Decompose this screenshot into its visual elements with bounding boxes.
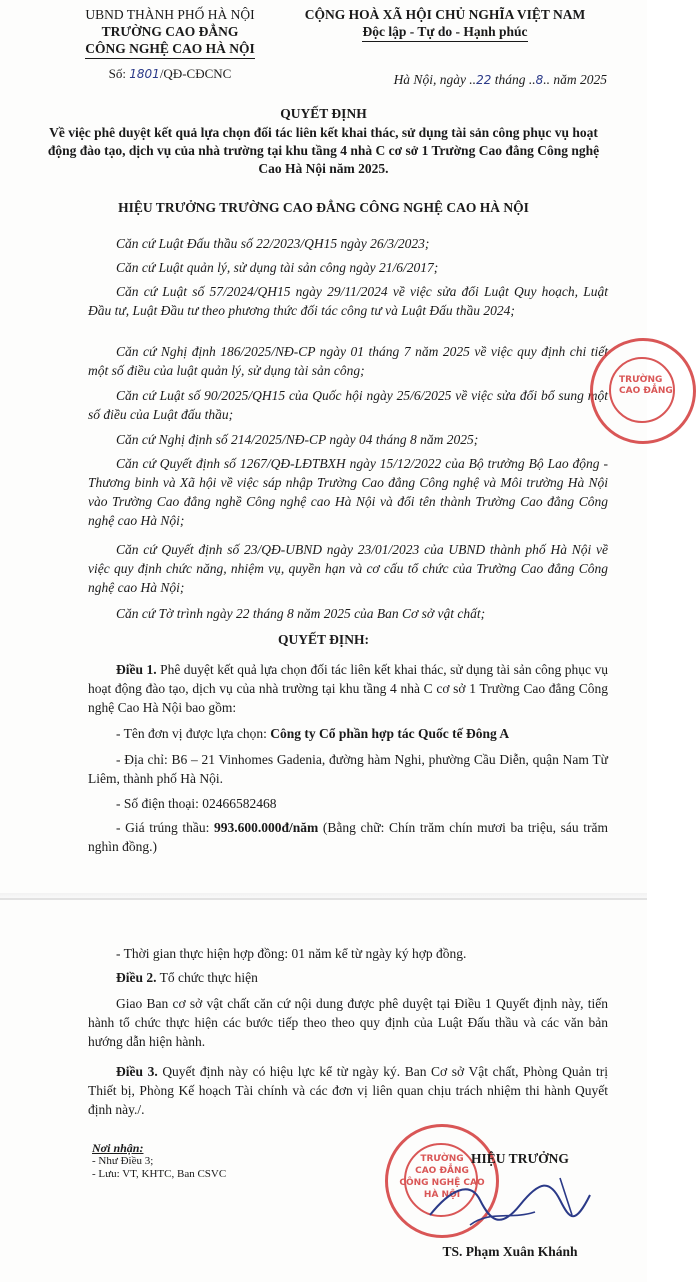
- article-1-duration: [88, 944, 608, 963]
- handwritten-signature: [410, 1170, 600, 1240]
- issuer-org: UBND THÀNH PHỐ HÀ NỘI: [85, 7, 255, 22]
- date-day: 22: [476, 73, 492, 87]
- article-1-address: [88, 750, 608, 788]
- stamp-line: TRƯỜNG: [619, 375, 663, 385]
- article-2-label: Điều 2.: [116, 970, 157, 985]
- issuer-school-line2: CÔNG NGHỆ CAO HÀ NỘI: [85, 40, 255, 59]
- article-3: [88, 1062, 608, 1119]
- article-1: [88, 660, 608, 717]
- document-number: [60, 65, 280, 83]
- article-1-unit: [88, 724, 608, 743]
- legal-basis-item: [88, 258, 608, 277]
- address-text: - Địa chỉ: B6 – 21 Vinhomes Gadenia, đường hàm Nghi, phường Cầu Diễn, quận Nam Từ Liêm, thành phố Hà Nội.: [88, 752, 608, 786]
- nation-block: [280, 6, 610, 42]
- issuer-school-line1: TRƯỜNG CAO ĐẲNG: [101, 24, 239, 39]
- seal-line: CAO ĐẲNG: [415, 1166, 469, 1176]
- legal-basis-text: Căn cứ Luật số 57/2024/QH15 ngày 29/11/2024 về việc sửa đổi Luật Quy hoạch, Luật Đầu tư, Luật Đầu tư theo phương thức đối tác công tư và Luật Đấu thầu 2024;: [88, 284, 608, 318]
- recipients-block: [92, 1142, 226, 1181]
- article-2-text: [88, 994, 608, 1051]
- price-value: 993.600.000đ/năm: [214, 820, 319, 835]
- article-1-price: [88, 818, 608, 856]
- legal-basis-text: Căn cứ Tờ trình ngày 22 tháng 8 năm 2025 của Ban Cơ sở vật chất;: [116, 606, 486, 621]
- recipient-item: - Lưu: VT, KHTC, Ban CSVC: [92, 1168, 227, 1180]
- stamp-seal: [590, 338, 696, 444]
- seal-line: TRƯỜNG: [420, 1154, 464, 1164]
- signer-name: TS. Phạm Xuân Khánh: [442, 1244, 578, 1259]
- legal-basis-text: Căn cứ Luật quản lý, sử dụng tài sản công ngày 21/6/2017;: [116, 260, 439, 275]
- legal-basis-text: Căn cứ Luật số 90/2025/QH15 của Quốc hội ngày 25/6/2025 về việc sửa đổi bổ sung một số điều của Luật đấu thầu;: [88, 388, 608, 422]
- number-suffix: /QĐ-CĐCNC: [159, 66, 232, 81]
- nation-title: CỘNG HOÀ XÃ HỘI CHỦ NGHĨA VIỆT NAM: [304, 7, 586, 22]
- article-2-heading: [88, 968, 608, 987]
- legal-basis-text: Căn cứ Nghị định 186/2025/NĐ-CP ngày 01 tháng 7 năm 2025 về việc quy định chi tiết một số điều của luật quản lý, sử dụng tài sản công;: [88, 344, 608, 378]
- seal-line: CÔNG NGHỆ CAO: [399, 1178, 485, 1188]
- unit-value: Công ty Cổ phần hợp tác Quốc tế Đông A: [270, 726, 510, 741]
- date-mid: tháng ..: [491, 72, 536, 87]
- price-words: (Bằng chữ: Chín trăm chín mươi ba triệu, sáu trăm nghìn đồng.): [88, 820, 608, 854]
- legal-basis-item: [88, 604, 608, 623]
- article-1-phone: [88, 794, 608, 813]
- legal-basis-item: [88, 454, 608, 530]
- issuer-block: [60, 6, 280, 83]
- legal-basis-item: [88, 342, 608, 380]
- article-2-title: Tổ chức thực hiện: [156, 970, 258, 985]
- signer-title: HIỆU TRƯỞNG: [471, 1151, 569, 1166]
- article-2-body: Giao Ban cơ sở vật chất căn cứ nội dung được phê duyệt tại Điều 1 Quyết định này, tiến hành tổ chức thực hiện các bước tiếp theo theo quy định của Luật Đấu thầu và các văn bản hướng dẫn hiện hành.: [88, 996, 608, 1049]
- legal-basis-text: Căn cứ Nghị định số 214/2025/NĐ-CP ngày 04 tháng 8 năm 2025;: [116, 432, 479, 447]
- date-prefix: Hà Nội, ngày ..: [393, 72, 477, 87]
- seal-line: HÀ NỘI: [423, 1190, 461, 1200]
- article-1-text: Phê duyệt kết quả lựa chọn đối tác liên kết khai thác, sử dụng tài sản công phục vụ hoạt động đào tạo, dịch vụ của nhà trường tại khu tầng 4 nhà C cơ sở 1 Trường Cao đẳng Công nghệ Cao Hà Nội bao gồm:: [88, 662, 609, 715]
- legal-basis-item: [88, 234, 608, 253]
- issue-date: [394, 72, 607, 88]
- legal-basis-item: [88, 430, 608, 449]
- legal-basis-text: Căn cứ Quyết định số 1267/QĐ-LĐTBXH ngày 15/12/2022 của Bộ trưởng Bộ Lao động - Thương binh và Xã hội về việc sáp nhập Trường Cao đẳng Công nghệ và Môi trường Hà Nội vào Trường Cao đẳng nghề Công nghệ cao Hà Nội và đổi tên thành Trường Cao đẳng Công nghệ cao Hà Nội;: [88, 456, 608, 528]
- decision-subject: Về việc phê duyệt kết quả lựa chọn đối tác liên kết khai thác, sử dụng tài sản công phục vụ hoạt động đào tạo, dịch vụ của nhà trường tại khu tầng 4 nhà C cơ sở 1 Trường Cao đẳng Công nghệ Cao Hà Nội năm 2025.: [47, 125, 600, 176]
- authority-heading: HIỆU TRƯỞNG TRƯỜNG CAO ĐẲNG CÔNG NGHỆ CAO HÀ NỘI: [118, 200, 529, 215]
- duration-text: - Thời gian thực hiện hợp đồng: 01 năm kể từ ngày ký hợp đồng.: [116, 946, 467, 961]
- decision-heading: QUYẾT ĐỊNH:: [278, 632, 369, 647]
- stamp-line: CAO ĐẲNG: [619, 386, 673, 396]
- phone-text: - Số điện thoại: 02466582468: [116, 796, 277, 811]
- legal-basis-item: [88, 386, 608, 424]
- article-3-text: Quyết định này có hiệu lực kể từ ngày ký. Ban Cơ sở Vật chất, Phòng Quản trị Thiết bị, Phòng Kế hoạch Tài chính và các đơn vị liên quan chịu trách nhiệm thi hành Quyết định này./.: [88, 1064, 608, 1117]
- stamp-text: [619, 375, 673, 397]
- date-suffix: .. năm 2025: [543, 72, 607, 87]
- article-3-label: Điều 3.: [116, 1064, 158, 1079]
- legal-basis-item: [88, 282, 608, 320]
- article-1-label: Điều 1.: [116, 662, 157, 677]
- price-label: - Giá trúng thầu:: [116, 820, 215, 835]
- legal-basis-text: Căn cứ Quyết định số 23/QĐ-UBND ngày 23/01/2023 của UBND thành phố Hà Nội về việc quy định chức năng, nhiệm vụ, quyền hạn và cơ cấu tổ chức của Trường Cao đẳng Công nghệ cao Hà Nội;: [88, 542, 608, 595]
- unit-label: - Tên đơn vị được lựa chọn:: [116, 726, 271, 741]
- date-month: 8: [535, 73, 544, 87]
- nation-motto: Độc lập - Tự do - Hạnh phúc: [362, 23, 527, 42]
- decision-title: QUYẾT ĐỊNH: [280, 106, 367, 121]
- number-value: 1801: [129, 67, 160, 81]
- recipient-item: - Như Điều 3;: [92, 1155, 154, 1167]
- number-prefix: Số:: [108, 66, 127, 81]
- recipients-heading: Nơi nhận:: [92, 1141, 144, 1155]
- legal-basis-text: Căn cứ Luật Đấu thầu số 22/2023/QH15 ngày 26/3/2023;: [116, 236, 430, 251]
- legal-basis-item: [88, 540, 608, 597]
